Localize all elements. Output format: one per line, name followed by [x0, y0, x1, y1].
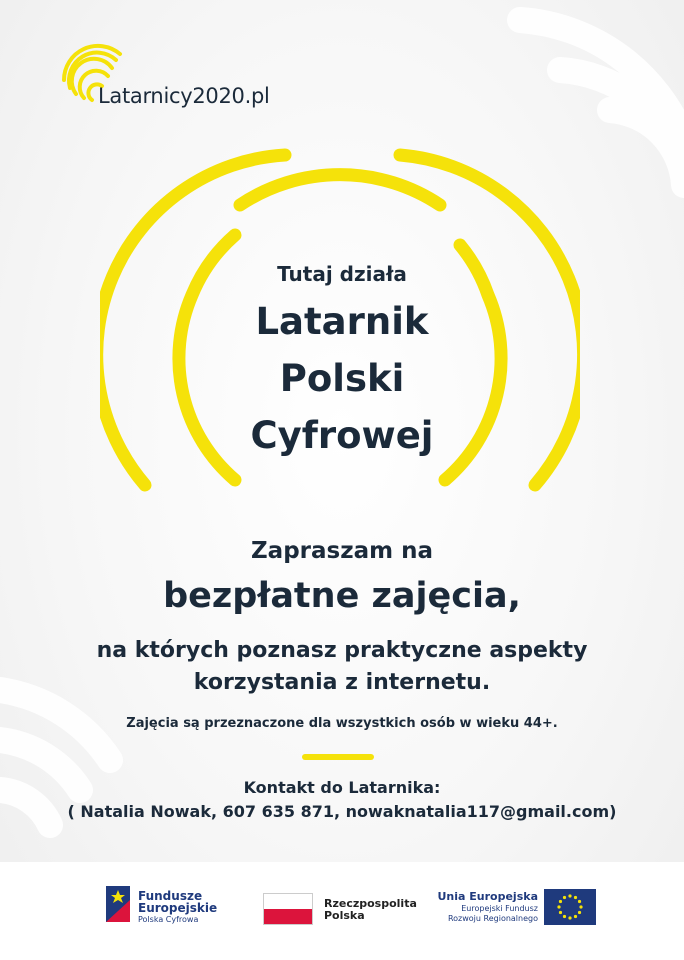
- fundusze-europejskie-icon: [104, 884, 138, 924]
- eu-star-icon: [559, 900, 562, 903]
- ue-line-2: Europejski Fundusz: [461, 904, 538, 913]
- eu-star-icon: [563, 896, 566, 899]
- logo-text: Latarnicy2020.pl: [98, 84, 270, 108]
- headline-line-1: Latarnik: [255, 300, 429, 343]
- invite-line-3: na których poznasz praktyczne aspekty: [96, 638, 588, 663]
- eu-star-icon: [578, 900, 581, 903]
- eu-star-icon: [557, 905, 560, 908]
- fundusze-line-3: Polska Cyfrowa: [138, 915, 199, 924]
- age-note: Zajęcia są przeznaczone dla wszystkich osób w wieku 44+.: [126, 716, 558, 731]
- eu-star-icon: [568, 894, 571, 897]
- eu-flag-icon: [544, 889, 596, 925]
- ue-line-3: Rozwoju Regionalnego: [447, 914, 538, 923]
- poland-flag-icon: [263, 893, 313, 925]
- eu-star-icon: [579, 905, 582, 908]
- eu-star-icon: [578, 911, 581, 914]
- contact-details: ( Natalia Nowak, 607 635 871, nowaknatalia117@gmail.com): [67, 802, 617, 821]
- invite-line-1: Zapraszam na: [251, 538, 433, 564]
- headline-line-2: Polski: [279, 357, 405, 400]
- headline-line-3: Cyfrowej: [250, 414, 434, 457]
- invite-line-4: korzystania z internetu.: [193, 670, 491, 695]
- divider: [302, 754, 374, 760]
- eu-star-icon: [574, 915, 577, 918]
- eu-star-icon: [568, 916, 571, 919]
- eu-star-icon: [559, 911, 562, 914]
- ue-line-1: Unia Europejska: [437, 890, 538, 903]
- headline-intro: Tutaj działa: [277, 262, 407, 286]
- fundusze-line-2: Europejskie: [138, 901, 218, 915]
- invite-line-2: bezpłatne zajęcia,: [163, 576, 521, 616]
- fundusze-line-1: Fundusze: [138, 889, 203, 903]
- footer-logos: [0, 862, 684, 960]
- rp-line-2: Polska: [324, 909, 365, 922]
- rp-line-1: Rzeczpospolita: [324, 897, 417, 910]
- eu-star-icon: [574, 896, 577, 899]
- contact-title: Kontakt do Latarnika:: [243, 778, 441, 797]
- eu-star-icon: [563, 915, 566, 918]
